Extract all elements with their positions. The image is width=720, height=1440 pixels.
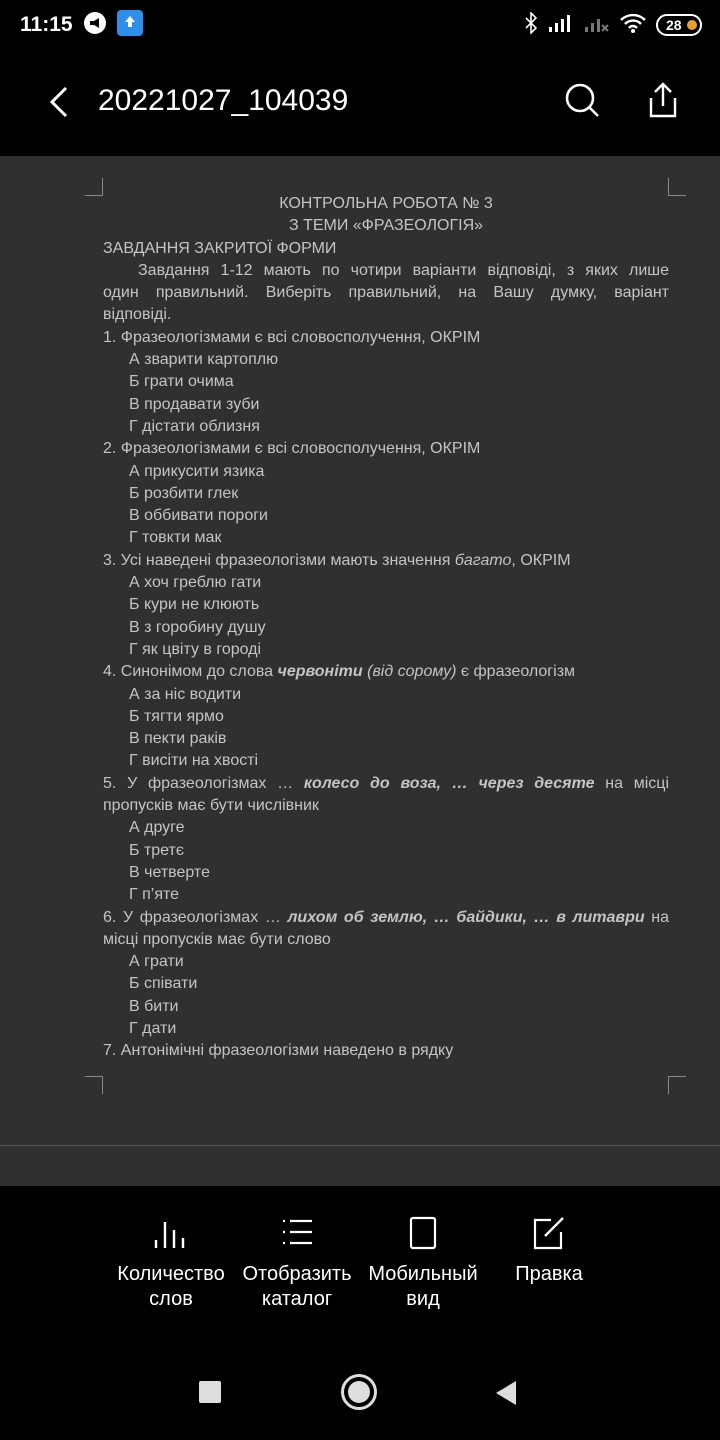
status-bar xyxy=(0,0,720,50)
document-line xyxy=(103,795,669,817)
page-corner-mark xyxy=(85,178,103,196)
document-line xyxy=(103,929,669,951)
edit-button[interactable] xyxy=(486,1216,612,1287)
text-run: В xyxy=(129,507,140,525)
document-line xyxy=(103,505,669,527)
text-run: В xyxy=(129,730,140,748)
document-line xyxy=(103,282,669,304)
text-run: ЗАВДАННЯ ЗАКРИТОЇ ФОРМИ xyxy=(103,239,337,257)
catalog-label-2: каталог xyxy=(261,1288,333,1310)
edit-icon xyxy=(531,1216,567,1250)
text-run: Б xyxy=(129,975,140,993)
battery-indicator: 28 xyxy=(656,14,702,36)
text-run: Б xyxy=(129,707,140,725)
notification-icon xyxy=(83,11,107,40)
document-line xyxy=(103,349,669,371)
document-line xyxy=(103,639,669,661)
text-run: А xyxy=(129,953,140,971)
document-line xyxy=(103,438,669,460)
document-line xyxy=(103,550,669,572)
list-icon xyxy=(279,1216,315,1250)
text-run: Усі наведені фразеологізми мають значення xyxy=(116,551,455,569)
text-run: дістати облизня xyxy=(137,417,260,435)
document-line xyxy=(103,327,669,349)
document-line xyxy=(103,973,669,995)
text-run: 6. xyxy=(103,908,117,926)
mobile-label-1: Мобильный xyxy=(368,1263,478,1285)
text-run: Г xyxy=(129,417,138,435)
text-run: кури не клюють xyxy=(139,596,260,614)
text-run: А xyxy=(129,462,140,480)
show-catalog-button[interactable] xyxy=(234,1216,360,1312)
text-run: А xyxy=(129,351,140,369)
text-run: хоч греблю гати xyxy=(139,574,262,592)
text-run: за ніс водити xyxy=(139,685,242,703)
app-icon xyxy=(117,10,143,41)
document-line xyxy=(103,594,669,616)
text-run: А xyxy=(129,819,140,837)
search-button[interactable] xyxy=(562,80,602,120)
document-line xyxy=(103,371,669,393)
document-line xyxy=(103,215,669,237)
text-run: 1. xyxy=(103,328,117,346)
text-run: оббивати пороги xyxy=(139,507,268,525)
page-corner-mark xyxy=(668,178,686,196)
document-title: 20221027_104039 xyxy=(98,84,349,117)
text-run: багато xyxy=(454,551,512,569)
text-run: А xyxy=(129,685,140,703)
text-run: на місці xyxy=(594,774,669,792)
text-run: В xyxy=(129,997,140,1015)
frame-icon xyxy=(405,1216,441,1250)
document-line xyxy=(103,527,669,549)
text-run: У фразеологізмах … xyxy=(116,774,304,792)
text-run: 3. xyxy=(103,551,117,569)
wifi-icon xyxy=(620,13,646,36)
recents-button[interactable] xyxy=(199,1381,221,1403)
document-line xyxy=(103,884,669,906)
text-run: грати очима xyxy=(139,373,234,391)
chart-bars-icon xyxy=(153,1216,189,1250)
document-line xyxy=(103,572,669,594)
text-run: товкти мак xyxy=(137,529,222,547)
share-button[interactable] xyxy=(643,80,683,120)
back-nav-button[interactable] xyxy=(494,1380,518,1411)
text-run: зварити картоплю xyxy=(139,351,279,369)
document-line xyxy=(103,840,669,862)
text-run: 4. xyxy=(103,663,117,681)
text-run: З ТЕМИ «ФРАЗЕОЛОГІЯ» xyxy=(288,217,484,235)
text-run: (від сорому) xyxy=(362,663,457,681)
text-run: лихом об землю, … байдики, … в литаври xyxy=(287,908,645,926)
text-run: Б xyxy=(129,596,140,614)
document-line xyxy=(103,750,669,772)
page-corner-mark xyxy=(668,1076,686,1094)
text-run: Антонімічні фразеологізми наведено в рядку xyxy=(116,1042,454,1060)
text-run: Г xyxy=(129,752,138,770)
status-time: 11:15 xyxy=(20,13,73,36)
text-run: КОНТРОЛЬНА РОБОТА № 3 xyxy=(279,195,493,212)
text-run: , ОКРІМ xyxy=(511,551,571,569)
word-count-button[interactable] xyxy=(108,1216,234,1312)
document-line xyxy=(103,304,669,326)
text-run: А xyxy=(129,574,140,592)
text-run: Г xyxy=(129,529,138,547)
text-run: бити xyxy=(139,997,179,1015)
document-page-content xyxy=(103,193,669,1063)
signal-none-icon xyxy=(584,13,610,36)
text-run: місці пропусків має бути слово xyxy=(103,930,331,948)
text-run: висіти на хвості xyxy=(137,752,259,770)
text-run: В xyxy=(129,395,140,413)
text-run: Б xyxy=(129,484,140,502)
document-line xyxy=(103,996,669,1018)
text-run: Синонімом до слова xyxy=(116,663,278,681)
text-run: друге xyxy=(139,819,185,837)
text-run: один правильний. Виберіть правильний, на Вашу думку, варіант xyxy=(103,284,669,302)
text-run: 5. xyxy=(103,774,117,792)
text-run: п’яте xyxy=(137,886,180,904)
document-line xyxy=(103,862,669,884)
text-run: В xyxy=(129,863,140,881)
page-corner-mark xyxy=(85,1076,103,1094)
text-run: пропусків має бути числівник xyxy=(103,797,319,815)
back-button[interactable] xyxy=(44,82,74,122)
text-run: як цвіту в городі xyxy=(137,640,262,658)
document-line xyxy=(103,728,669,750)
document-line xyxy=(103,416,669,438)
text-run: відповіді. xyxy=(103,306,172,324)
text-run: 2. xyxy=(103,440,117,458)
text-run: Г xyxy=(129,1019,138,1037)
catalog-label-1: Отобразить xyxy=(242,1263,352,1285)
word-count-label-2: слов xyxy=(149,1288,193,1310)
document-line xyxy=(103,260,669,282)
document-line xyxy=(103,394,669,416)
text-run: третє xyxy=(139,841,185,859)
document-line xyxy=(103,684,669,706)
page-separator xyxy=(0,1145,720,1146)
text-run: співати xyxy=(139,975,198,993)
bottom-toolbar xyxy=(0,1186,720,1343)
text-run: пекти раків xyxy=(139,730,227,748)
document-line xyxy=(103,461,669,483)
document-line xyxy=(103,193,669,215)
signal-icon xyxy=(548,13,574,36)
document-line xyxy=(103,238,669,260)
text-run: Б xyxy=(129,841,140,859)
text-run: на xyxy=(644,908,669,926)
edit-label: Правка xyxy=(515,1263,583,1285)
text-run: з горобину душу xyxy=(139,618,266,636)
text-run: розбити глек xyxy=(139,484,239,502)
text-run: У фразеологізмах … xyxy=(116,908,288,926)
document-line xyxy=(103,661,669,683)
text-run: В xyxy=(129,618,140,636)
text-run: є фразеологізм xyxy=(456,663,576,681)
document-line xyxy=(103,706,669,728)
text-run: Б xyxy=(129,373,140,391)
system-nav-bar xyxy=(0,1343,720,1440)
text-run: Г xyxy=(129,640,138,658)
text-run: Завдання 1-12 мають по чотири варіанти відповіді, з яких лише xyxy=(138,261,669,279)
mobile-label-2: вид xyxy=(406,1288,440,1310)
document-line xyxy=(103,1040,669,1062)
text-run: Г xyxy=(129,886,138,904)
text-run: Фразеологізмами є всі словосполучення, ОКРІМ xyxy=(116,328,481,346)
document-line xyxy=(103,817,669,839)
text-run: дати xyxy=(137,1019,177,1037)
document-line xyxy=(103,483,669,505)
text-run: прикусити язика xyxy=(139,462,265,480)
app-header xyxy=(0,50,720,156)
mobile-view-button[interactable] xyxy=(360,1216,486,1312)
text-run: Фразеологізмами є всі словосполучення, ОКРІМ xyxy=(116,440,481,458)
text-run: колесо до воза, … через десяте xyxy=(303,774,595,792)
text-run: продавати зуби xyxy=(139,395,260,413)
bluetooth-icon xyxy=(524,12,538,37)
document-line xyxy=(103,1018,669,1040)
text-run: тягти ярмо xyxy=(139,707,224,725)
document-line xyxy=(103,617,669,639)
text-run: грати xyxy=(139,953,184,971)
text-run: четверте xyxy=(139,863,210,881)
text-run: червоніти xyxy=(277,663,363,681)
document-line xyxy=(103,773,669,795)
document-line xyxy=(103,951,669,973)
home-button[interactable] xyxy=(341,1374,377,1410)
text-run: 7. xyxy=(103,1042,117,1060)
word-count-label-1: Количество xyxy=(117,1263,225,1285)
document-line xyxy=(103,907,669,929)
